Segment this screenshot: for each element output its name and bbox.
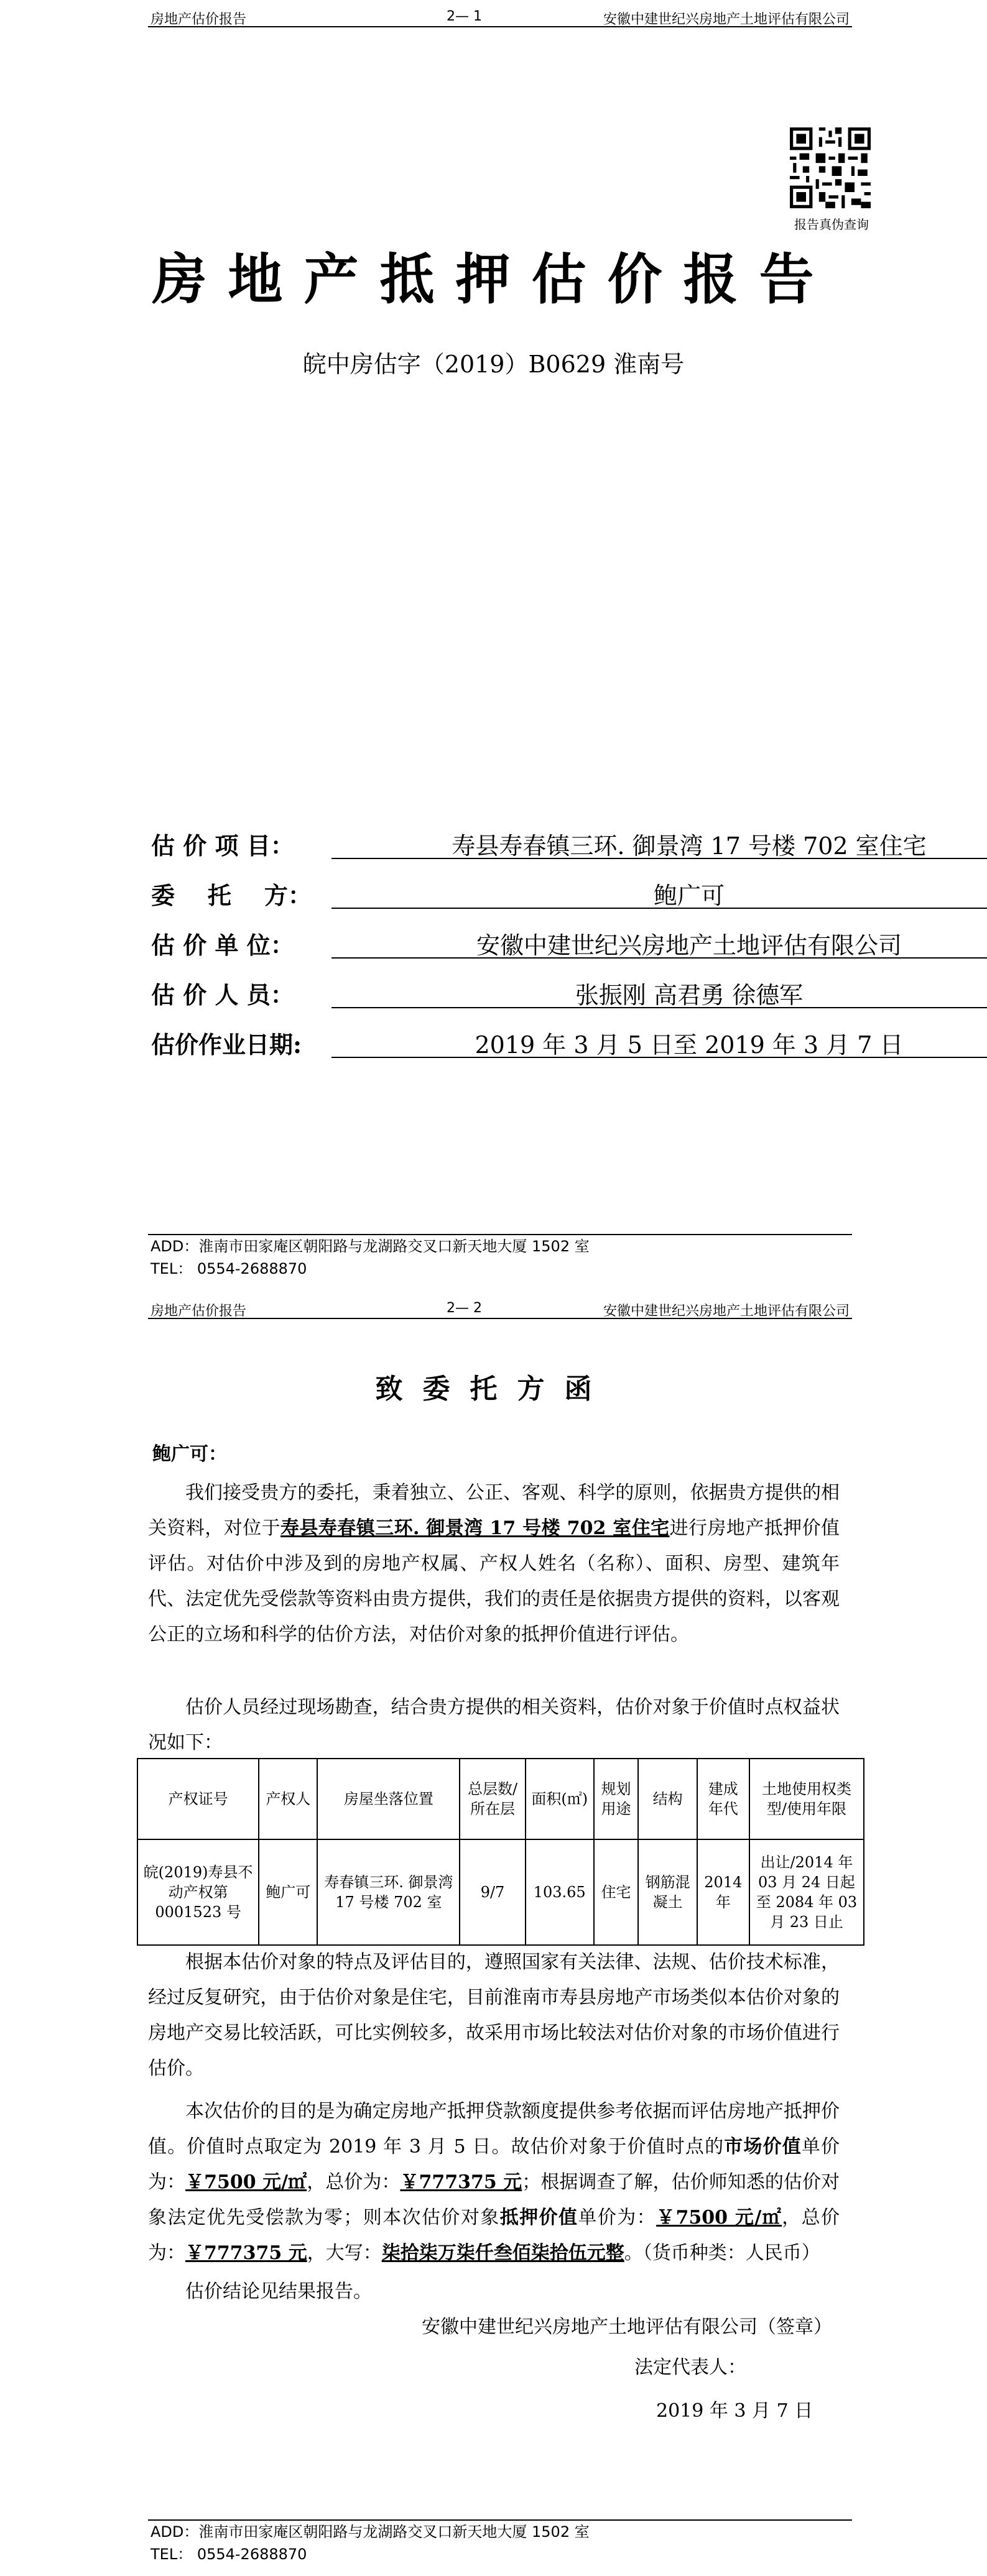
conclusion-text-e: 单价为： (578, 2207, 657, 2229)
market-value-label: 市场价值 (724, 2136, 802, 2158)
header-left: 房地产估价报告 (151, 1304, 247, 1319)
appraisers-value: 张振刚 高君勇 徐德军 (331, 976, 987, 1008)
property-table (137, 1758, 864, 1946)
letter-title: 致委托方函 (375, 1373, 612, 1405)
qr-caption: 报告真伪查询 (794, 217, 869, 232)
cell-year: 2014 年 (697, 1839, 749, 1945)
conclusion-text-b: 单价为： (148, 2136, 840, 2193)
mortgage-unit-price: ￥7500 元/㎡ (656, 2207, 782, 2229)
page-header (148, 1298, 852, 1319)
project-value: 寿县寿春镇三环. 御景湾 17 号楼 702 室住宅 (331, 827, 987, 859)
conclusion-text-a: 本次估价的目的是为确定房地产抵押贷款额度提供参考依据而评估房地产抵押价值。价值时点取定为 2019 年 3 月 5 日。故估价对象于价值时点的 (148, 2100, 840, 2158)
addressee: 鲍广可： (152, 1443, 227, 1465)
letter-page (0, 1292, 987, 2576)
header-right: 安徽中建世纪兴房地产土地评估有限公司 (603, 12, 850, 27)
conclusion-text-c: ，总价为： (307, 2171, 401, 2193)
paragraph-intro (148, 1475, 840, 1652)
market-unit-price: ￥7500 元/㎡ (185, 2171, 307, 2193)
conclusion-text-f: ，总价为： (148, 2207, 840, 2264)
market-total-price: ￥777375 元 (400, 2171, 522, 2193)
mortgage-total-price: ￥777375 元 (185, 2242, 307, 2264)
conclusion-text-d: ；根据调查了解，估价师知悉的估价对象法定优先受偿款为零；则本次估价对象 (148, 2171, 840, 2229)
intro-text-b: 进行房地产抵押价值评估。对估价中涉及到的房地产权属、产权人姓名（名称）、面积、房型、建筑年代、法定优先受偿款等资料由贵方提供，我们的责任是依据贵方提供的资料，以客观公正的立场和科学的估价方法，对估价对象的抵押价值进行评估。 (148, 1517, 840, 1645)
page-header (148, 6, 852, 27)
cell-location: 寿春镇三环. 御景湾 17 号楼 702 室 (317, 1839, 460, 1945)
document-number: 皖中房估字（2019）B0629 淮南号 (302, 351, 685, 378)
cell-structure: 钢筋混凝土 (638, 1839, 697, 1945)
mortgage-value-label: 抵押价值 (499, 2207, 578, 2229)
conclusion-text-g: ，大写： (307, 2242, 382, 2264)
signature-company: 安徽中建世纪兴房地产土地评估有限公司（签章） (422, 2316, 832, 2338)
footer-tel: TEL： 0554-2688870 (151, 2546, 307, 2563)
col-area: 面积(㎡) (526, 1759, 594, 1839)
qr-code-icon[interactable] (790, 127, 871, 208)
col-location: 房屋坐落位置 (317, 1759, 460, 1839)
col-cert: 产权证号 (137, 1759, 259, 1839)
signature-representative: 法定代表人： (634, 2357, 746, 2378)
page-footer (148, 1234, 852, 1280)
table-header-row (137, 1759, 864, 1839)
table-row (137, 1839, 864, 1945)
company-value: 安徽中建世纪兴房地产土地评估有限公司 (331, 926, 987, 959)
dates-label: 估价作业日期: (151, 1031, 302, 1059)
paragraph-conclusion (148, 2094, 840, 2271)
col-structure: 结构 (638, 1759, 697, 1839)
report-title: 房地产抵押估价报告 (152, 247, 835, 311)
footer-tel: TEL： 0554-2688870 (151, 1260, 307, 1277)
page-number: 2— 1 (447, 9, 482, 24)
col-owner: 产权人 (259, 1759, 317, 1839)
paragraph-status: 估价人员经过现场勘查，结合贵方提供的相关资料，估价对象于价值时点权益状况如下： (148, 1696, 840, 1754)
header-left: 房地产估价报告 (151, 12, 247, 27)
company-label: 估 价 单 位： (151, 931, 294, 959)
page-number: 2— 2 (447, 1300, 482, 1316)
property-address: 寿县寿春镇三环. 御景湾 17 号楼 702 室住宅 (280, 1517, 670, 1539)
col-floors: 总层数/所在层 (460, 1759, 525, 1839)
col-land-right: 土地使用权类型/使用年限 (749, 1759, 864, 1839)
cell-use: 住宅 (594, 1839, 639, 1945)
header-right: 安徽中建世纪兴房地产土地评估有限公司 (603, 1304, 850, 1319)
client-value: 鲍广可 (331, 876, 987, 909)
cell-land-right: 出让/2014 年 03 月 24 日起至 2084 年 03 月 23 日止 (749, 1839, 864, 1945)
intro-text-a: 我们接受贵方的委托，秉着独立、公正、客观、科学的原则，依据贵方提供的相关资料，对位于 (148, 1482, 840, 1539)
col-use: 规划用途 (594, 1759, 639, 1839)
project-label: 估 价 项 目： (151, 832, 294, 860)
footer-address: ADD：淮南市田家庵区朝阳路与龙湖路交叉口新天地大厦 1502 室 (151, 1238, 590, 1255)
conclusion-text-h: 。（货币种类：人民币） (624, 2242, 820, 2264)
cell-floors: 9/7 (460, 1839, 525, 1945)
signature-date: 2019 年 3 月 7 日 (656, 2400, 813, 2422)
footer-address: ADD：淮南市田家庵区朝阳路与龙湖路交叉口新天地大厦 1502 室 (151, 2523, 590, 2541)
paragraph-closing: 估价结论见结果报告。 (185, 2281, 372, 2302)
page-footer (148, 2519, 852, 2565)
cell-owner: 鲍广可 (259, 1839, 317, 1945)
cell-area: 103.65 (526, 1839, 594, 1945)
client-label: 委 托 方： (151, 881, 312, 909)
cell-cert: 皖(2019)寿县不动产权第 0001523 号 (137, 1839, 259, 1945)
appraisers-label: 估 价 人 员： (151, 981, 294, 1009)
paragraph-method: 根据本估价对象的特点及评估目的，遵照国家有关法律、法规、估价技术标准，经过反复研究，由于估价对象是住宅，目前淮南市寿县房地产市场类似本估价对象的房地产交易比较活跃，可比实例较多，故采用市场比较法对估价对象的市场价值进行估价。 (148, 1951, 840, 2079)
col-year: 建成年代 (697, 1759, 749, 1839)
dates-value: 2019 年 3 月 5 日至 2019 年 3 月 7 日 (331, 1026, 987, 1058)
amount-in-words: 柒拾柒万柒仟叁佰柒拾伍元整 (381, 2242, 624, 2264)
